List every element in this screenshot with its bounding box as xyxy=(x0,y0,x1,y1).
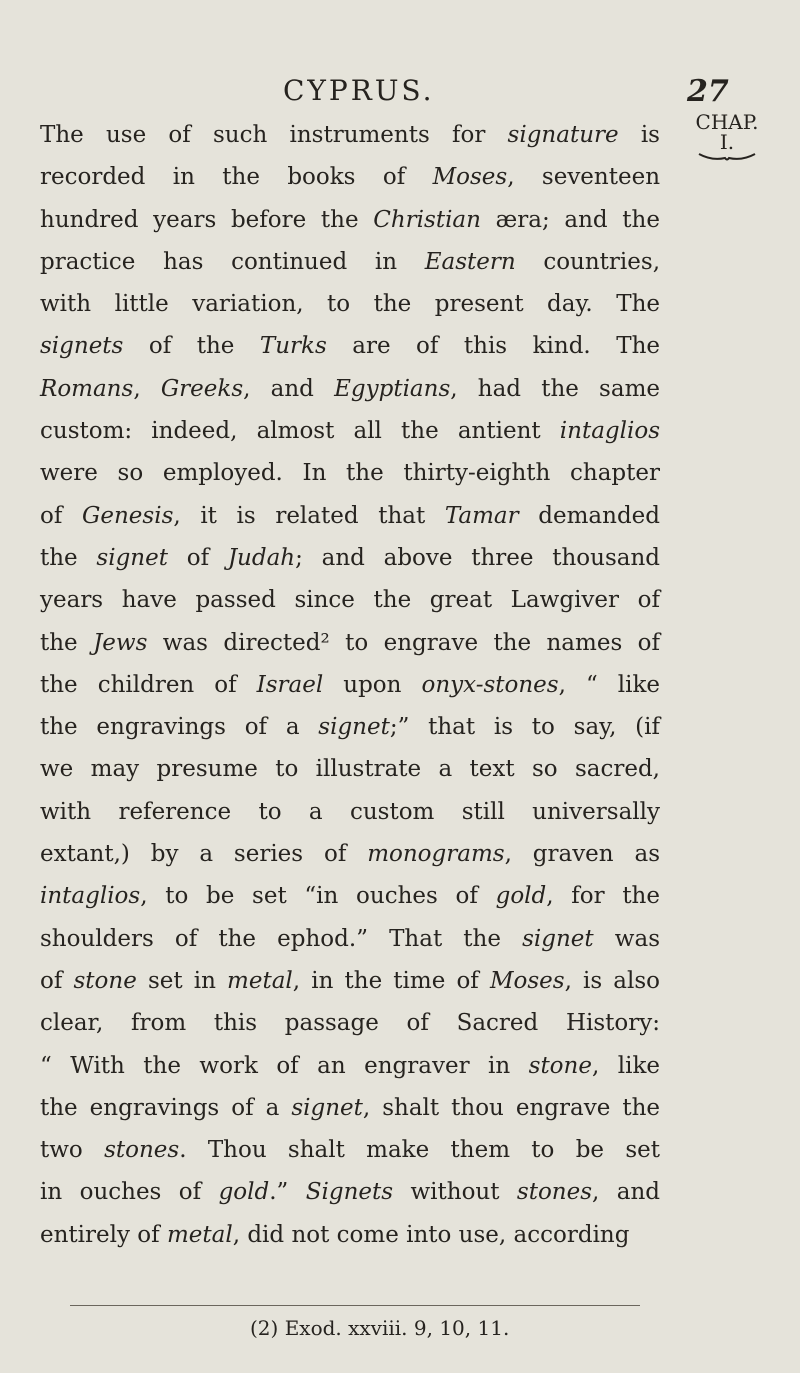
text-line: recorded in the books of Moses, seventeen xyxy=(40,164,661,191)
text-line: in ouches of gold.” Signets without stones, and xyxy=(40,1179,661,1206)
text-line: the signet of Judah; and above three thousand xyxy=(40,544,661,571)
page-number: 27 xyxy=(687,74,729,109)
text-line: the engravings of a signet;” that is to say, (if xyxy=(40,714,660,741)
text-line: of Genesis, it is related that Tamar demanded xyxy=(40,502,661,529)
text-line: with reference to a custom still universally xyxy=(40,798,660,825)
text-line: signets of the Turks are of this kind. The xyxy=(40,333,660,360)
text-line: custom: indeed, almost all the antient intaglios xyxy=(40,418,660,445)
text-line: practice has continued in Eastern countries, xyxy=(40,248,660,275)
chapter-margin-note xyxy=(667,112,787,162)
running-head-title: CYPRUS. xyxy=(283,74,435,107)
text-line: we may presume to illustrate a text so sacred, xyxy=(40,756,660,783)
text-line: the children of Israel upon onyx-stones, “ like xyxy=(40,671,660,698)
text-line: The use of such instruments for signature is xyxy=(40,122,660,148)
text-line: years have passed since the great Lawgiver of xyxy=(40,587,660,614)
text-line: “ With the work of an engraver in stone, like xyxy=(40,1052,660,1079)
text-line: with little variation, to the present day. The xyxy=(40,291,660,318)
body-text xyxy=(40,114,660,1256)
footnote-rule xyxy=(70,1305,640,1306)
text-line: the Jews was directed² to engrave the names of xyxy=(40,629,660,656)
text-line: were so employed. In the thirty-eighth chapter xyxy=(40,460,660,487)
text-line: clear, from this passage of Sacred History: xyxy=(40,1010,660,1037)
footnote: (2) Exod. xxviii. 9, 10, 11. xyxy=(250,1316,510,1340)
text-line: intaglios, to be set “in ouches of gold, for the xyxy=(40,883,660,910)
text-line: entirely of metal, did not come into use, according xyxy=(40,1221,630,1248)
text-line: extant,) by a series of monograms, graven as xyxy=(40,841,660,868)
chapter-number: I. xyxy=(719,130,735,154)
text-line: of stone set in metal, in the time of Moses, is also xyxy=(40,967,661,994)
text-line: two stones. Thou shalt make them to be set xyxy=(40,1137,660,1164)
text-line: shoulders of the ephod.” That the signet was xyxy=(40,925,660,952)
text-line: the engravings of a signet, shalt thou engrave the xyxy=(40,1094,661,1121)
running-head xyxy=(0,74,800,114)
chapter-label: CHAP. xyxy=(695,110,759,134)
text-line: hundred years before the Christian æra; and the xyxy=(40,206,660,233)
text-line: Romans, Greeks, and Egyptians, had the same xyxy=(40,375,660,402)
